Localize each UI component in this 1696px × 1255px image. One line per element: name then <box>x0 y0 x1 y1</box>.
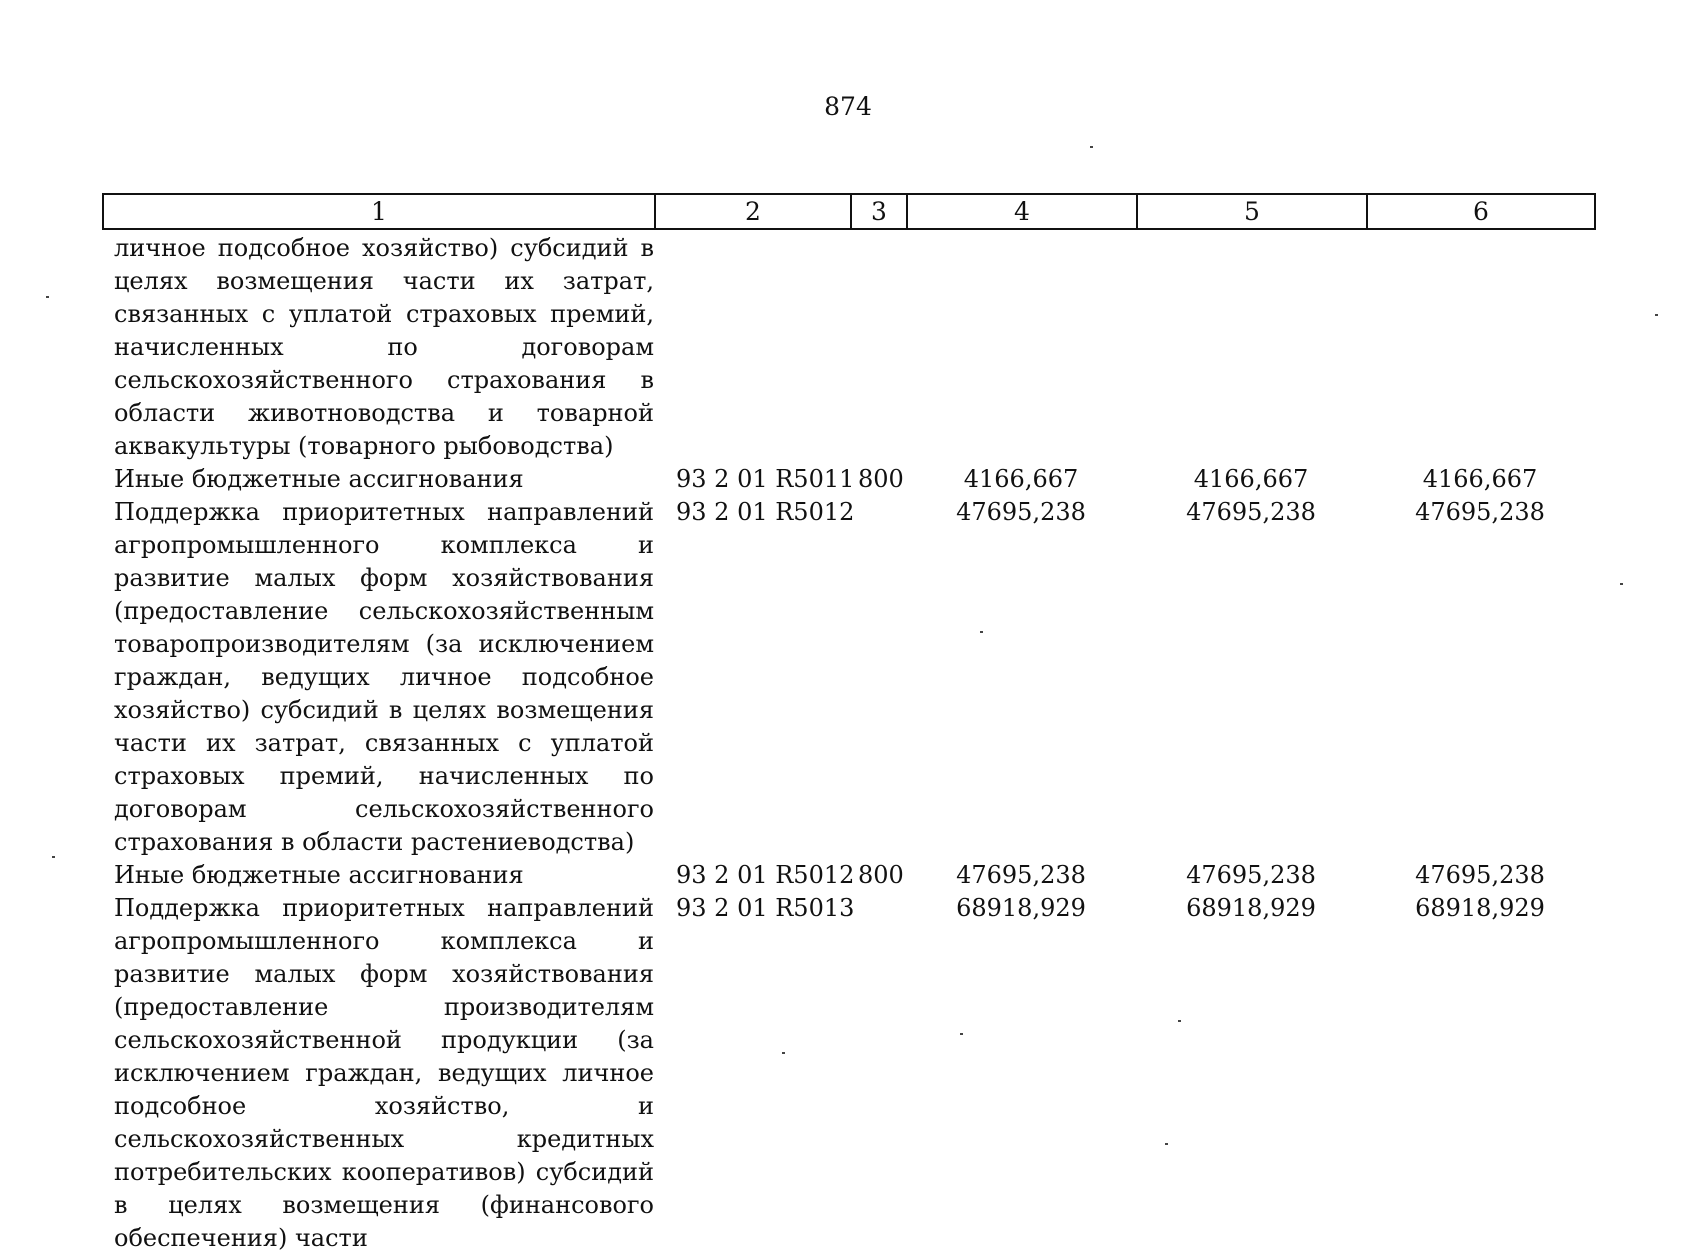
row-type: 800 <box>858 465 904 493</box>
column-header-5: 5 <box>1137 194 1367 229</box>
row-value-2: 47695,238 <box>1186 861 1316 889</box>
scan-speck <box>1620 583 1623 585</box>
row-value-1: 47695,238 <box>956 861 1086 889</box>
scan-speck <box>782 1052 785 1054</box>
row-name: Поддержка приоритетных направлений агропромышленного комплекса и развитие малых форм хозяйствования (предоставление производителям сельскохозяйственной продукции (за исключением граждан, ведущих личное подсобное хозяйство, и сельскохозяйственных кредитных потребительских кооперативов) субсидий в целях возмещения (финансового обеспечения) части <box>114 894 654 1252</box>
row-value-2: 47695,238 <box>1186 498 1316 526</box>
row-value-2: 4166,667 <box>1193 465 1309 493</box>
scan-speck <box>1178 1020 1181 1022</box>
page-number: 874 <box>824 92 872 121</box>
row-value-3: 68918,929 <box>1415 894 1545 922</box>
row-value-2: 68918,929 <box>1186 894 1316 922</box>
column-header-6: 6 <box>1367 194 1595 229</box>
row-name: личное подсобное хозяйство) субсидий в целях возмещения части их затрат, связанных с уплатой страховых премий, начисленных по договорам сельскохозяйственного страхования в области животноводства и товарной аквакультуры (товарного рыбоводства) <box>114 234 654 460</box>
scan-speck <box>52 856 55 858</box>
table-row <box>102 232 1594 463</box>
column-header-2: 2 <box>655 194 851 229</box>
table-row <box>102 496 1594 859</box>
row-code: 93 2 01 R5012 <box>676 498 855 526</box>
row-code: 93 2 01 R5011 <box>676 465 855 493</box>
row-name: Поддержка приоритетных направлений агропромышленного комплекса и развитие малых форм хозяйствования (предоставление сельскохозяйственным товаропроизводителям (за исключением граждан, ведущих личное подсобное хозяйство) субсидий в целях возмещения части их затрат, связанных с уплатой страховых премий, начисленных по договорам сельскохозяйственного страхования в области растениеводства) <box>114 498 654 856</box>
scan-speck <box>1090 146 1093 148</box>
row-value-3: 47695,238 <box>1415 861 1545 889</box>
row-name: Иные бюджетные ассигнования <box>114 465 524 493</box>
table-row <box>102 892 1594 1255</box>
row-code: 93 2 01 R5012 <box>676 861 855 889</box>
row-value-1: 68918,929 <box>956 894 1086 922</box>
scan-speck <box>1165 1143 1168 1145</box>
row-value-3: 4166,667 <box>1422 465 1538 493</box>
scan-speck <box>1655 314 1658 316</box>
row-name: Иные бюджетные ассигнования <box>114 861 524 889</box>
row-code: 93 2 01 R5013 <box>676 894 855 922</box>
scan-speck <box>960 1033 963 1035</box>
table-row <box>102 859 1594 892</box>
scan-speck <box>980 631 983 633</box>
column-header-3: 3 <box>851 194 907 229</box>
column-header-4: 4 <box>907 194 1137 229</box>
column-header-row <box>103 194 1595 229</box>
table-body <box>102 232 1594 1255</box>
scan-speck <box>46 296 49 298</box>
column-header-1: 1 <box>103 194 655 229</box>
row-value-3: 47695,238 <box>1415 498 1545 526</box>
row-type: 800 <box>858 861 904 889</box>
column-header-table <box>102 193 1596 230</box>
row-value-1: 4166,667 <box>963 465 1079 493</box>
table-row <box>102 463 1594 496</box>
row-value-1: 47695,238 <box>956 498 1086 526</box>
